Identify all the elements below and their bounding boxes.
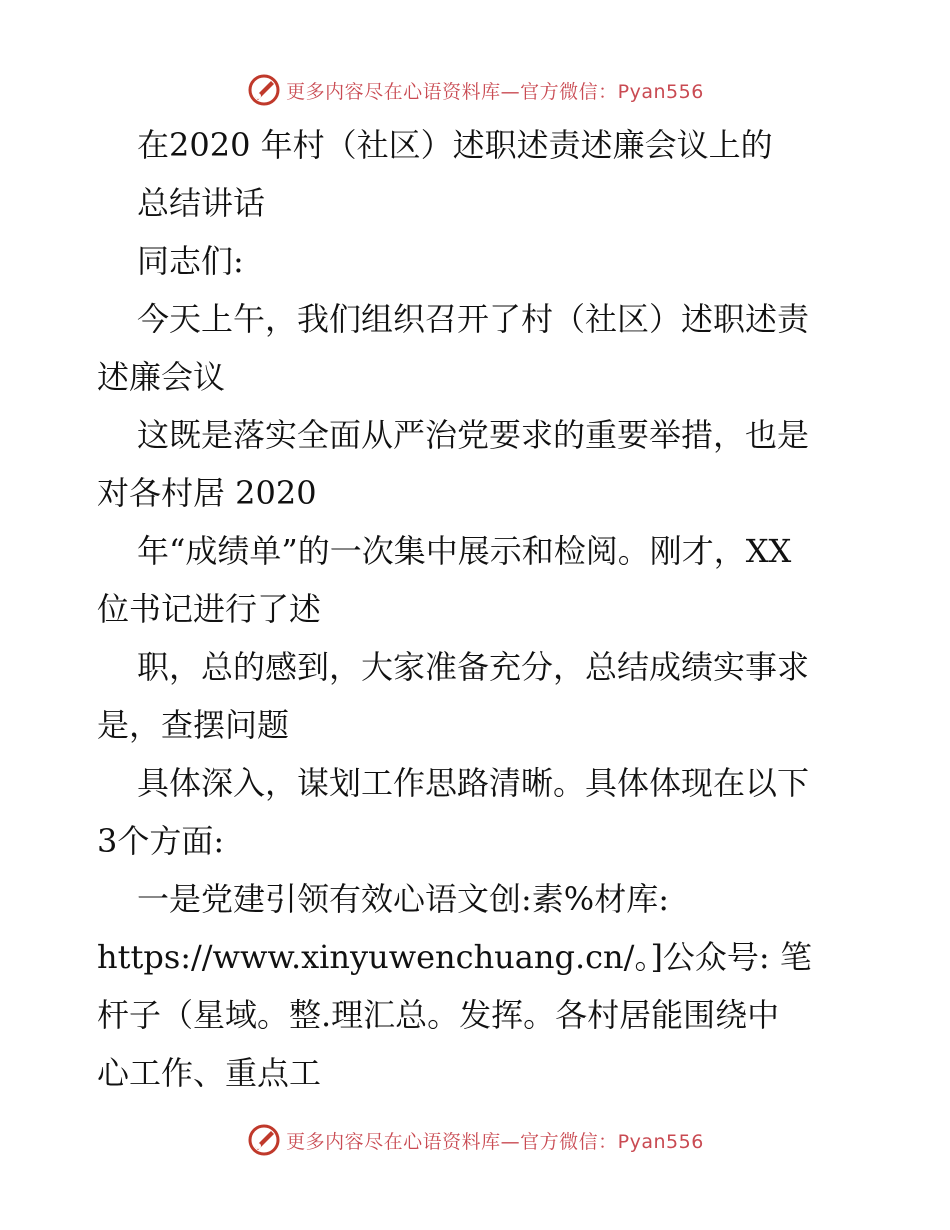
watermark-text: 更多内容尽在心语资料库—官方微信：Pyan556 bbox=[286, 1130, 704, 1153]
paragraph-line: 一是党建引领有效心语文创:素%材库: bbox=[137, 880, 669, 918]
document-body bbox=[97, 116, 857, 1102]
paragraph-line: 述廉会议 bbox=[97, 358, 226, 396]
paragraph-line: 心工作、重点工 bbox=[97, 1054, 322, 1092]
paragraph-line: 职，总的感到，大家准备充分，总结成绩实事求 bbox=[137, 648, 810, 686]
salutation: 同志们: bbox=[137, 242, 244, 280]
title-line-2: 总结讲话 bbox=[137, 184, 266, 222]
header-watermark bbox=[0, 70, 950, 110]
paragraph-line: 对各村居 2020 bbox=[97, 474, 317, 512]
paragraph-line: 是，查摆问题 bbox=[97, 706, 290, 744]
paragraph-line: 今天上午，我们组织召开了村（社区）述职述责 bbox=[137, 300, 810, 338]
paragraph-line: 位书记进行了述 bbox=[97, 590, 322, 628]
paragraph-line: 年“成绩单”的一次集中展示和检阅。刚才，XX bbox=[137, 532, 792, 570]
paragraph-line: 具体深入，谋划工作思路清晰。具体体现在以下 bbox=[137, 764, 810, 802]
paragraph-line: 3个方面: bbox=[97, 822, 225, 860]
paragraph-line: 这既是落实全面从严治党要求的重要举措，也是 bbox=[137, 416, 810, 454]
brush-logo-icon bbox=[246, 1122, 282, 1158]
url-line: https://www.xinyuwenchuang.cn/。]公众号: 笔 bbox=[97, 938, 812, 976]
title-line-1: 在2020 年村（社区）述职述责述廉会议上的 bbox=[137, 126, 773, 164]
paragraph-line: 杆子（星域。整.理汇总。发挥。各村居能围绕中 bbox=[97, 996, 780, 1034]
brush-logo-icon bbox=[246, 72, 282, 108]
footer-watermark bbox=[0, 1120, 950, 1160]
watermark-text: 更多内容尽在心语资料库—官方微信：Pyan556 bbox=[286, 80, 704, 103]
